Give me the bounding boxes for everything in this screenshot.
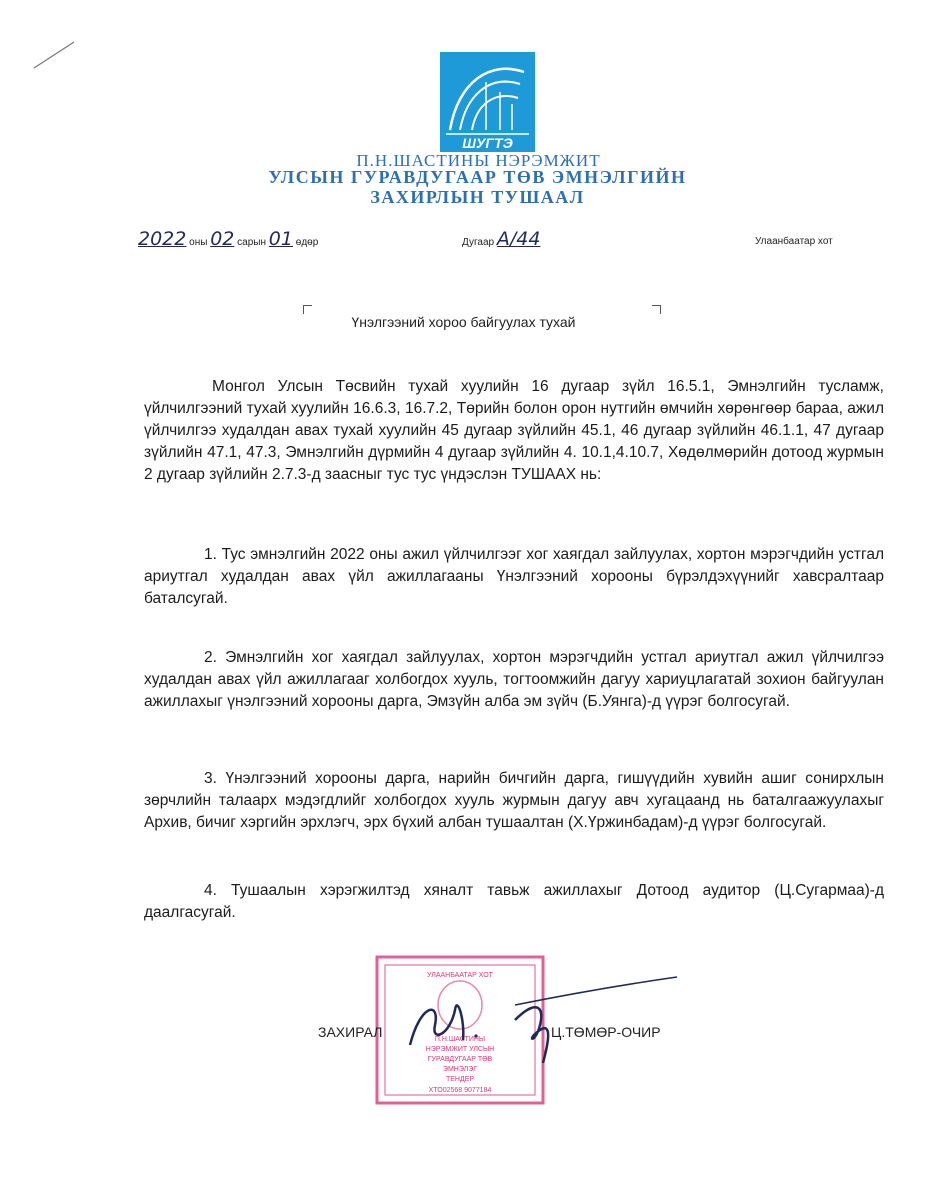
date-month-label: сарын — [237, 237, 267, 248]
stamp-line-7: ХТО02568 9077184 — [428, 1087, 492, 1094]
stamp-line-6: ТЕНДЕР — [445, 1076, 475, 1083]
stamp-line-2: П.Н.ШАСТИНЫ — [434, 1036, 486, 1043]
logo-text: ШУГТЭ — [462, 135, 513, 151]
subject-corner-left — [303, 305, 312, 314]
date-day: 01 — [268, 228, 293, 250]
stamp-line-4: ГУРАВДУГААР ТӨВ — [427, 1056, 493, 1063]
subject-corner-right — [652, 305, 661, 314]
handwritten-signature — [395, 965, 685, 1065]
city-label: Улаанбаатар хот — [755, 236, 833, 247]
order-number: А/44 — [496, 228, 541, 250]
order-item-4: 4. Тушаалын хэрэгжилтэд хяналт тавьж ажиллахыг Дотоод аудитор (Ц.Сугармаа)-д даалгасугай. — [144, 882, 884, 921]
date-field — [138, 228, 318, 250]
order-number-field — [462, 228, 540, 250]
date-year-label: оны — [189, 237, 208, 248]
date-month: 02 — [210, 228, 235, 250]
signature-name: Ц.ТӨМӨР-ОЧИР — [551, 1024, 661, 1040]
intro-paragraph: Монгол Улсын Төсвийн тухай хуулийн 16 дугаар зүйл 16.5.1, Эмнэлгийн тусламж, үйлчилгээний тухай хуулийн 16.6.3, 16.7.2, Төрийн болон орон нутгийн өмчийн хөрөнгөөр бараа, ажил үйлчилгээ худалдан авах тухай хуулийн 45 дугаар зүйлийн 45.1, 46 дугаар зүйлийн 46.1.1, 47 дугаар зүйлийн 47.1, 47.3, Эмнэлгийн дүрмийн 4 дугаар зүйлийн 4. 10.1,4.10.7, Хөдөлмөрийн дотоод журмын 2 дугаар зүйлийн 2.7.3-д заасныг тус тус үндэслэн ТУШААХ нь: — [144, 378, 884, 483]
scan-mark — [30, 38, 80, 73]
header-line-2: УЛСЫН ГУРАВДУГААР ТӨВ ЭМНЭЛГИЙН — [268, 167, 687, 187]
stamp-line-3: НЭРЭМЖИТ УЛСЫН — [425, 1046, 495, 1053]
hospital-logo — [440, 52, 535, 152]
order-item-2: 2. Эмнэлгийн хог хаягдал зайлуулах, хортон мэрэгчдийн устгал ариутгал ажил үйлчилгээ худалдан авах үйл ажиллагааг холбогдох хууль, тогтоомжийн дагуу хариуцлагатай зохион байгуулан ажиллахыг үнэлгээний хорооны дарга, Эмзүйн алба эм зүйч (Б.Уянга)-д үүрэг болгосугай. — [144, 649, 884, 710]
order-item-3: 3. Үнэлгээний хорооны дарга, нарийн бичгийн дарга, гишүүдийн хувийн ашиг сонирхлын зөрчлийн талаарх мэдэгдлийг холбогдох хууль журмын дагуу авч хугацаанд нь баталгаажуулахыг Архив, бичиг хэргийн эрхлэгч, эрх бүхий албан тушаалтан (Х.Үржинбадам)-д үүрэг болгосугай. — [144, 770, 884, 831]
order-subject: Үнэлгээний хороо байгуулах тухай — [351, 314, 576, 330]
header-line-1: П.Н.ШАСТИНЫ НЭРЭМЖИТ — [356, 151, 601, 170]
signature-title: ЗАХИРАЛ — [318, 1024, 383, 1040]
stamp-line-5: ЭМНЭЛЭГ — [442, 1066, 478, 1073]
order-item-1: 1. Тус эмнэлгийн 2022 оны ажил үйлчилгээг хог хаягдал зайлуулах, хортон мэрэгчдийн устгал ариутгал худалдан авах үйл ажиллагааны Үнэлгээний хорооны бүрэлдэхүүнийг хавсралтаар баталсугай. — [144, 546, 884, 607]
date-day-label: өдөр — [295, 237, 319, 248]
order-number-label: Дугаар — [462, 237, 495, 248]
header-title: ЗАХИРЛЫН ТУШААЛ — [370, 187, 585, 207]
stamp-line-1: УЛААНБААТАР ХОТ — [427, 972, 493, 979]
date-year: 2022 — [138, 228, 187, 250]
